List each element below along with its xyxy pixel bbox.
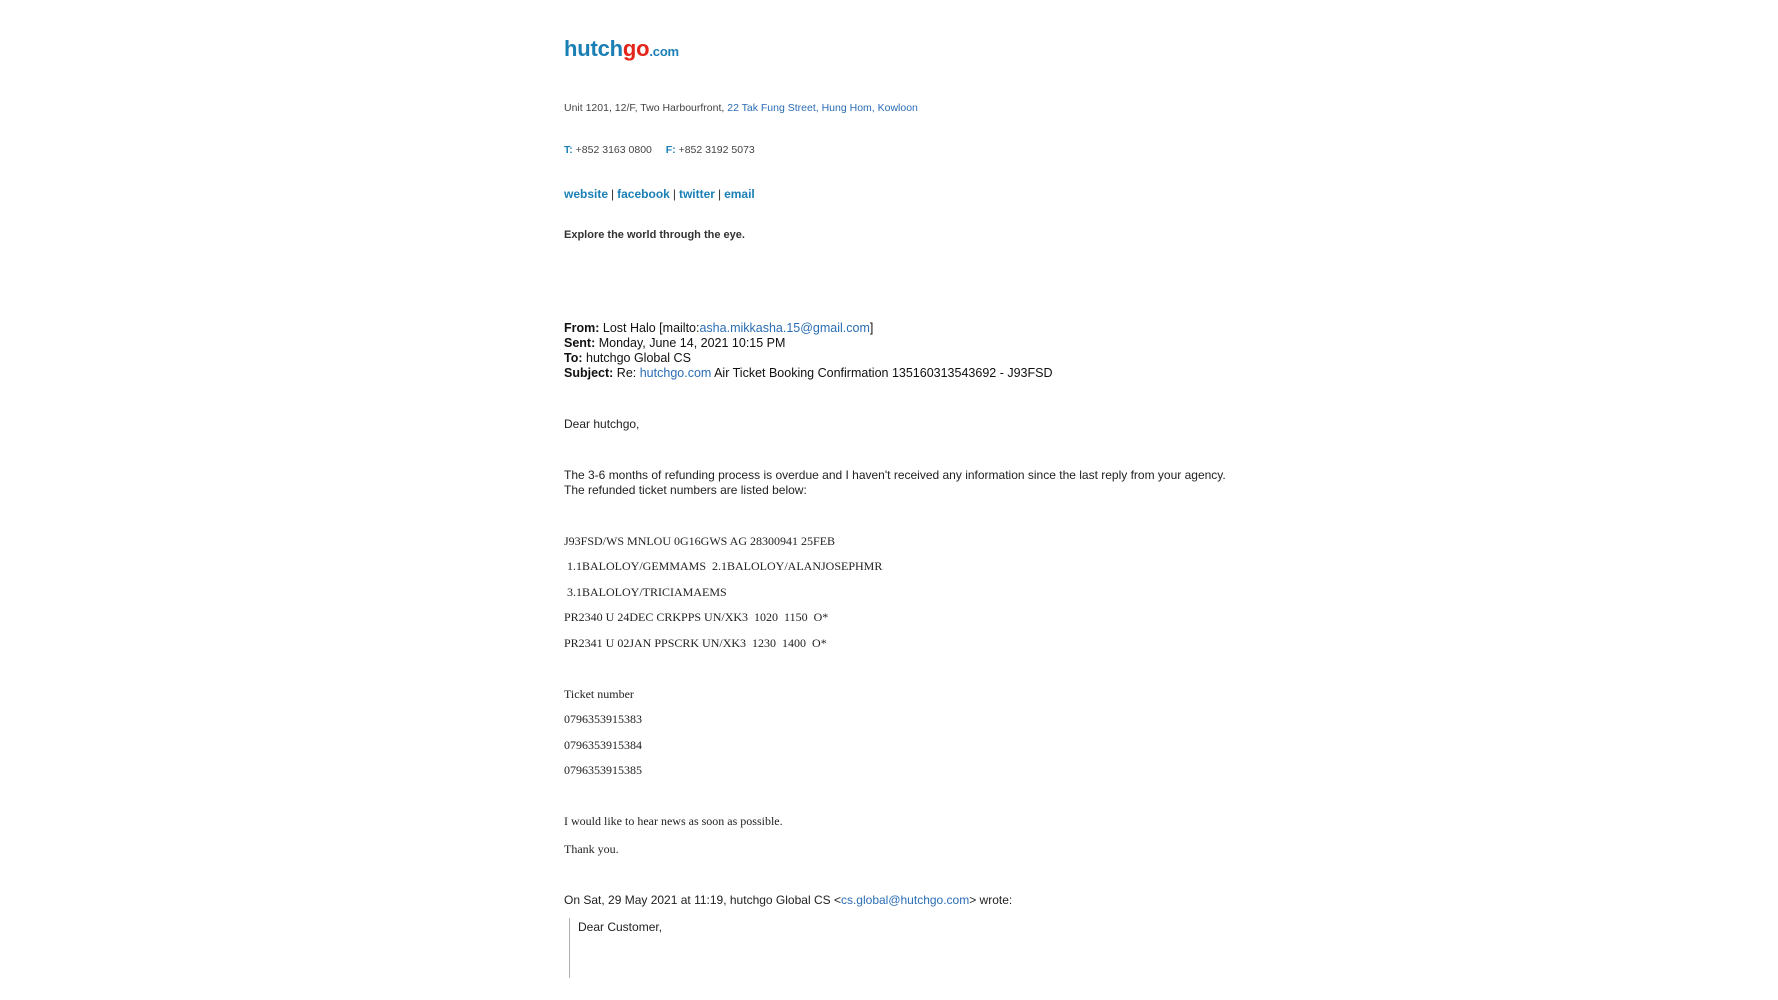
booking-line-5: PR2341 U 02JAN PPSCRK UN/XK3 1230 1400 O*	[564, 636, 827, 650]
cs-email-link[interactable]: cs.global@hutchgo.com	[840, 893, 970, 907]
ticket-number-2: 0796353915384	[564, 738, 642, 752]
closing-line-1: I would like to hear news as soon as possible.	[564, 814, 783, 828]
company-address: Unit 1201, 12/F, Two Harbourfront, 22 Tak Fung Street, Hung Hom, Kowloon	[564, 102, 918, 114]
subject-line: Subject: Re: hutchgo.com Air Ticket Booking Confirmation 135160313543692 - J93FSD	[564, 366, 1053, 380]
from-line: From: Lost Halo [mailto:asha.mikkasha.15@gmail.com]	[564, 321, 874, 335]
booking-line-3: 3.1BALOLOY/TRICIAMAEMS	[564, 585, 727, 599]
facebook-link[interactable]: facebook	[617, 187, 670, 201]
tagline: Explore the world through the eye.	[564, 229, 745, 241]
ticket-number-1: 0796353915383	[564, 712, 642, 726]
quote-bar	[569, 918, 570, 978]
to-line: To: hutchgo Global CS	[564, 351, 691, 365]
contact-numbers: T: +852 3163 0800 F: +852 3192 5073	[564, 144, 755, 156]
hutchgo-logo: hutchgo.com	[564, 36, 679, 61]
ticket-number-label: Ticket number	[564, 687, 634, 701]
fax-number: +852 3192 5073	[678, 144, 755, 156]
booking-line-2: 1.1BALOLOY/GEMMAMS 2.1BALOLOY/ALANJOSEPHMR	[564, 559, 883, 573]
sent-line: Sent: Monday, June 14, 2021 10:15 PM	[564, 336, 786, 350]
address-link[interactable]: 22 Tak Fung Street, Hung Hom, Kowloon	[727, 102, 918, 114]
paragraph-line-2: The refunded ticket numbers are listed below:	[564, 483, 807, 497]
booking-line-4: PR2340 U 24DEC CRKPPS UN/XK3 1020 1150 O*	[564, 610, 829, 624]
email-link[interactable]: email	[724, 187, 755, 201]
closing-line-2: Thank you.	[564, 842, 619, 856]
booking-line-1: J93FSD/WS MNLOU 0G16GWS AG 28300941 25FEB	[564, 534, 836, 548]
subject-link[interactable]: hutchgo.com	[639, 366, 712, 380]
twitter-link[interactable]: twitter	[678, 187, 715, 201]
paragraph-line-1: The 3-6 months of refunding process is overdue and I haven't received any information since the last reply from your agency.	[564, 468, 1226, 482]
ticket-number-3: 0796353915385	[564, 763, 642, 777]
social-links: website | facebook | twitter | email	[564, 187, 755, 201]
quoted-greeting: Dear Customer,	[578, 920, 663, 934]
greeting: Dear hutchgo,	[564, 417, 640, 431]
website-link[interactable]: website	[564, 187, 609, 201]
sender-email-link[interactable]: asha.mikkasha.15@gmail.com	[699, 321, 870, 335]
reply-intro: On Sat, 29 May 2021 at 11:19, hutchgo Global CS <cs.global@hutchgo.com> wrote:	[564, 893, 1013, 907]
phone-number: +852 3163 0800	[575, 144, 652, 156]
